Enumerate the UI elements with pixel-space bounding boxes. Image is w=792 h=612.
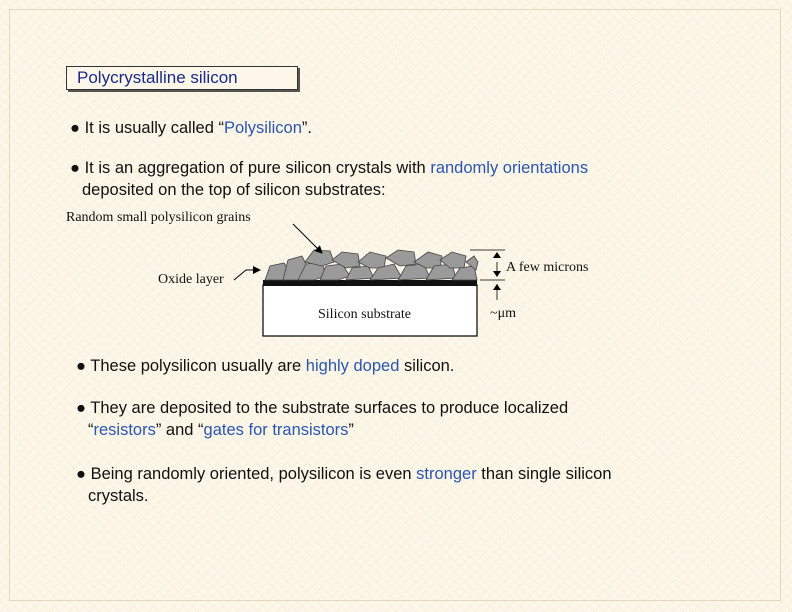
bullet-2-text-a: It is an aggregation of pure silicon crystals with bbox=[84, 159, 431, 177]
oxide-layer bbox=[263, 280, 477, 286]
bullet-3-highlight: highly doped bbox=[305, 357, 400, 375]
oxide-layer-label: Oxide layer bbox=[158, 272, 224, 287]
bullet-5-text-c: than single silicon bbox=[476, 465, 612, 483]
grains-label: Random small polysilicon grains bbox=[66, 210, 251, 225]
bullet-4-line-2: “resistors” and “gates for transistors” bbox=[88, 421, 354, 439]
bullet-4-line-1 bbox=[76, 398, 568, 418]
bullet-2-highlight: randomly orientations bbox=[430, 159, 589, 177]
bullet-4-highlight-gates: gates for transistors bbox=[203, 421, 349, 439]
dimension-arrow-down-icon bbox=[493, 271, 501, 277]
polysilicon-grains bbox=[265, 250, 478, 280]
bullet-3-text-c: silicon. bbox=[399, 357, 455, 375]
bullet-4-highlight-resistors: resistors bbox=[93, 421, 156, 439]
bullet-1-text-a: It is usually called “ bbox=[84, 119, 224, 137]
grain-thickness-label: A few microns bbox=[506, 260, 589, 275]
bullet-5-text-a: Being randomly oriented, polysilicon is even bbox=[90, 465, 417, 483]
bullet-5-line-2: crystals. bbox=[88, 487, 149, 505]
bullet-symbol: ● bbox=[76, 399, 86, 417]
bullet-symbol: ● bbox=[76, 357, 86, 375]
substrate-thickness-label: ~μm bbox=[490, 306, 516, 321]
slide-title: Polycrystalline silicon bbox=[66, 66, 298, 90]
bullet-1-highlight: Polysilicon bbox=[223, 119, 302, 137]
bullet-symbol: ● bbox=[70, 119, 80, 137]
bullet-5-highlight: stronger bbox=[416, 465, 477, 483]
grains-pointer-arrow bbox=[293, 224, 322, 253]
bullet-2-line-2: deposited on the top of silicon substrates: bbox=[82, 181, 386, 199]
bullet-1-text-c: ”. bbox=[301, 119, 312, 137]
bullet-symbol: ● bbox=[70, 159, 80, 177]
bullet-4-text-a: They are deposited to the substrate surfaces to produce localized bbox=[90, 399, 569, 417]
substrate-dimension-arrow-icon bbox=[493, 284, 501, 290]
bullet-3-text-a: These polysilicon usually are bbox=[90, 357, 306, 375]
dimension-arrow-up-icon bbox=[493, 252, 501, 258]
bullet-3 bbox=[76, 356, 454, 376]
oxide-pointer-arrow bbox=[234, 270, 260, 280]
substrate-label: Silicon substrate bbox=[318, 307, 411, 322]
bullet-symbol: ● bbox=[76, 465, 86, 483]
bullet-5-line-1 bbox=[76, 464, 612, 484]
